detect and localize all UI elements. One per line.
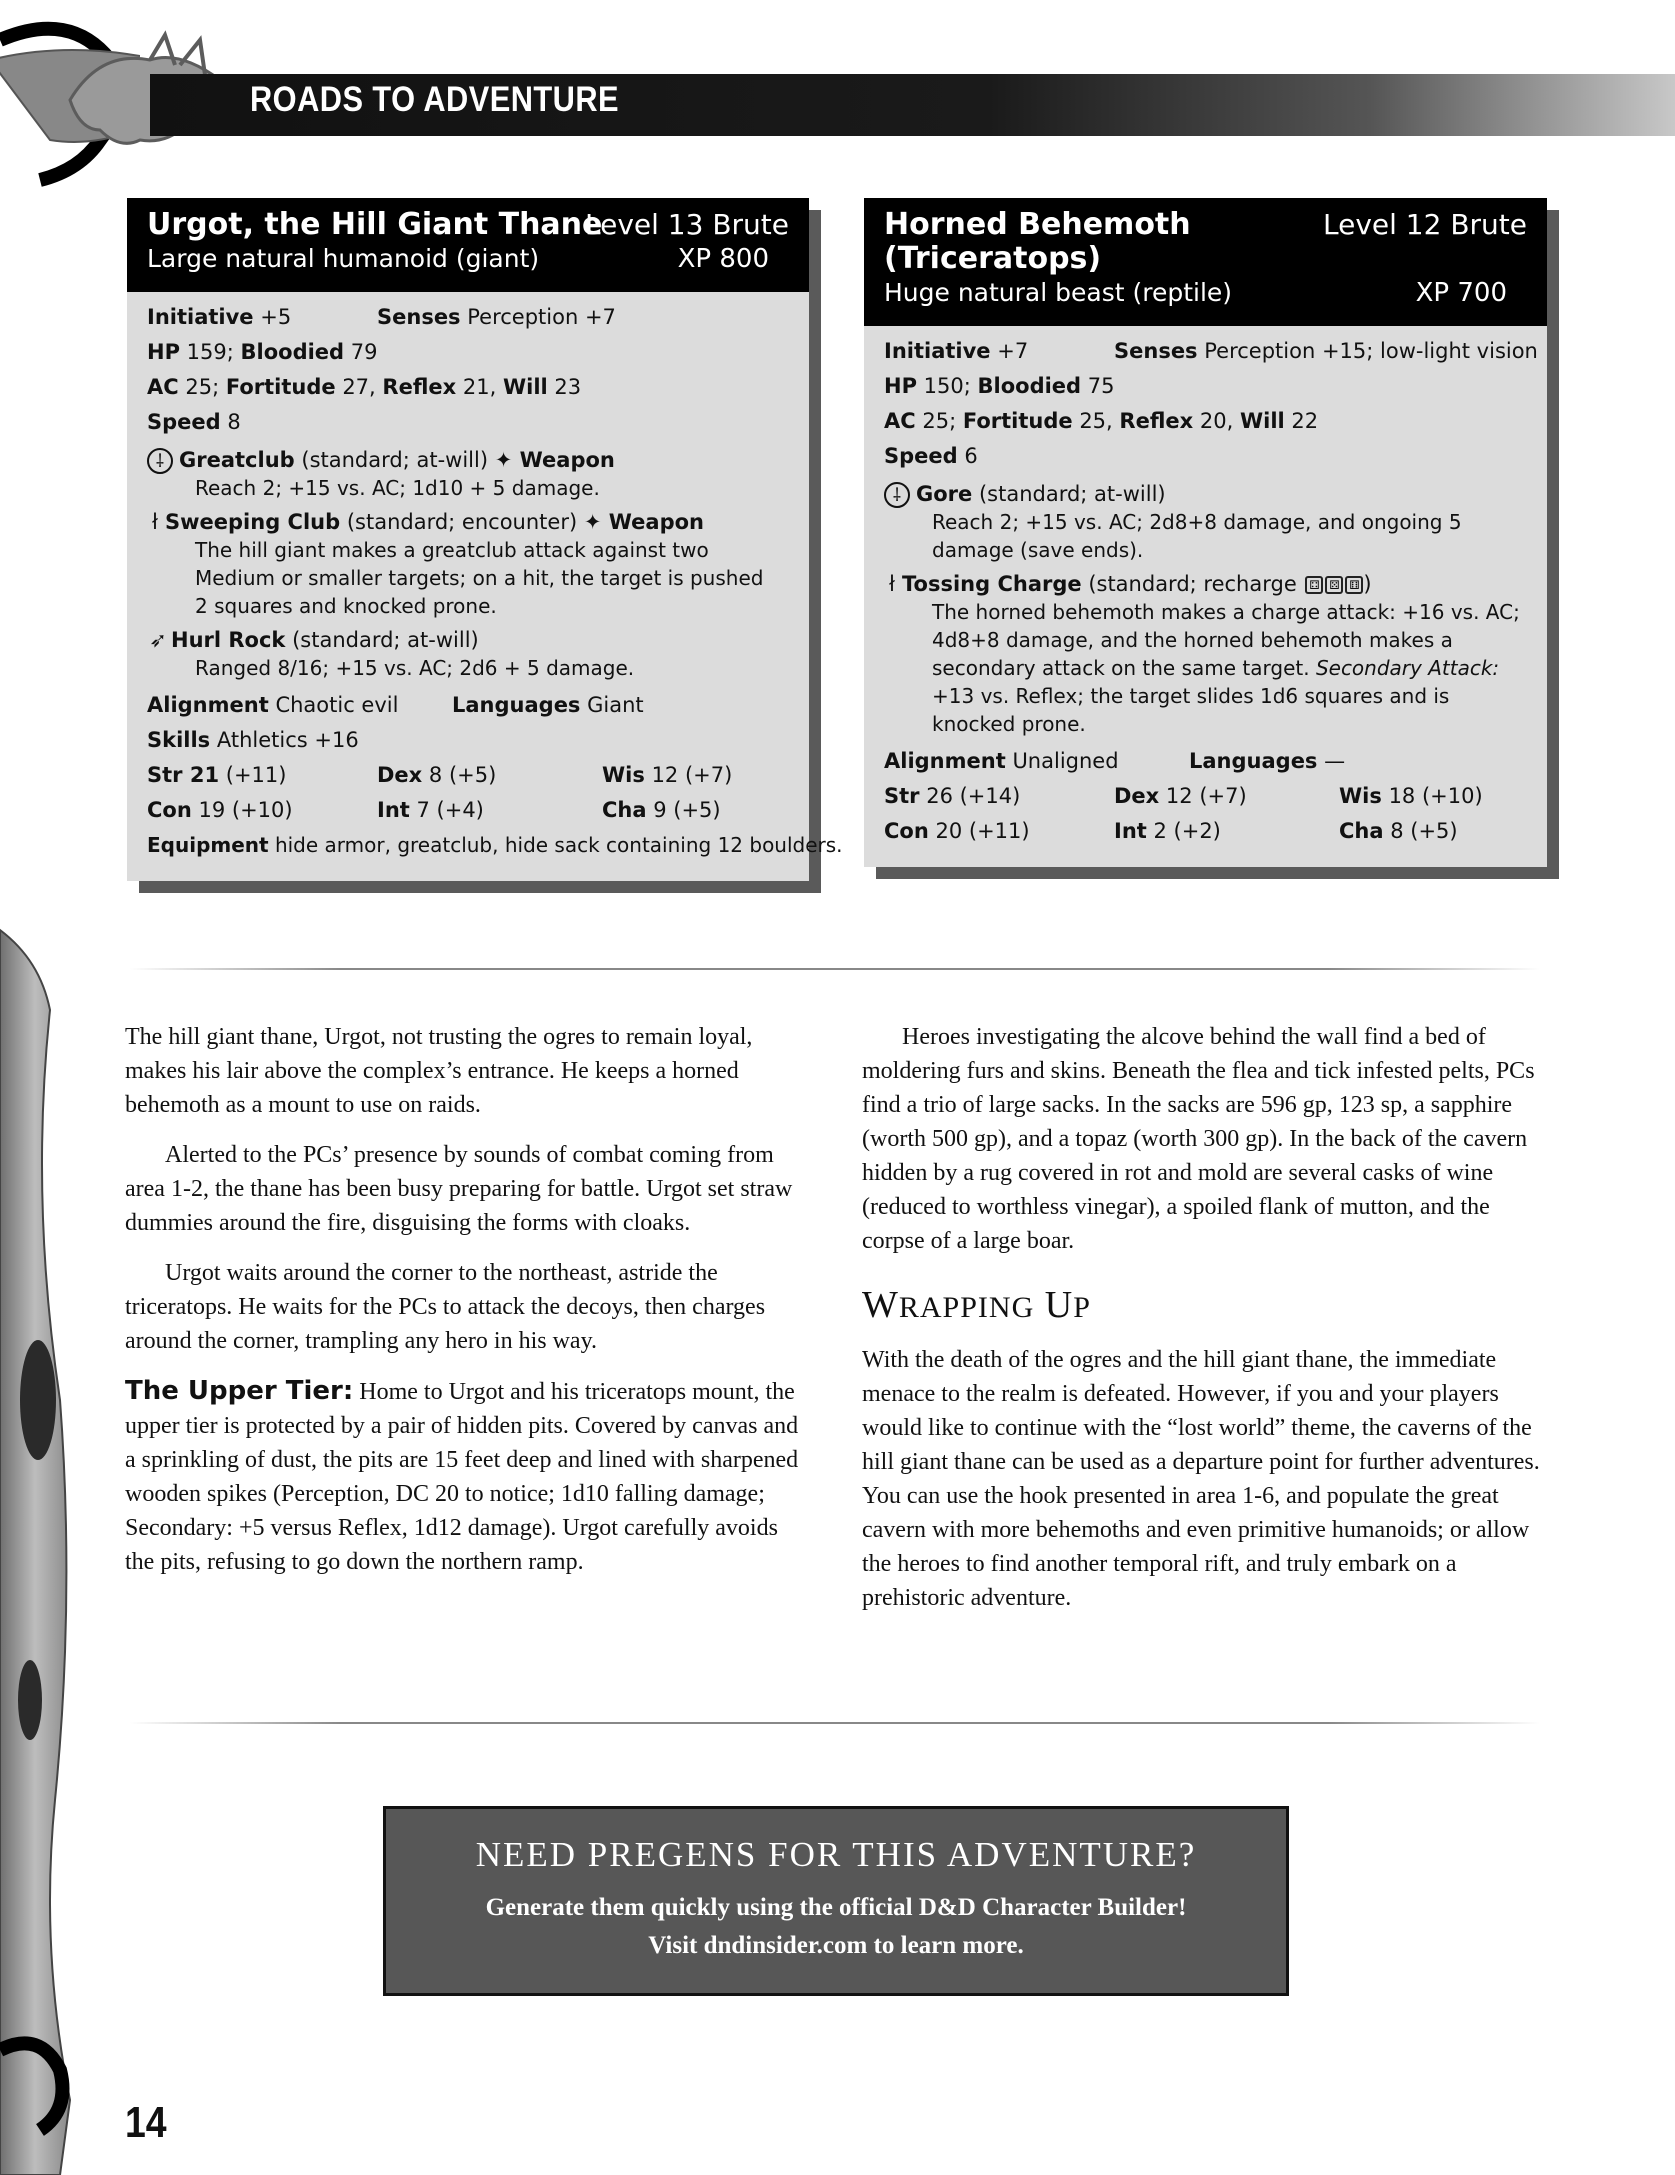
ability-row-1: Str 26 (+14) Dex 12 (+7) Wis 18 (+10): [884, 784, 1483, 808]
die-6-icon: ⚅: [1345, 576, 1363, 594]
hp-row: HP 159; Bloodied 79: [147, 340, 378, 364]
paragraph-lead: The Upper Tier:: [125, 1376, 354, 1406]
die-4-icon: ⚃: [1305, 576, 1323, 594]
die-5-icon: ⚄: [1325, 576, 1343, 594]
monster-level: Level 13 Brute: [584, 208, 789, 241]
divider-bottom: [130, 1722, 1540, 1724]
section-heading: WRAPPING UP: [862, 1284, 1091, 1326]
ability-row-1: Str 21 (+11) Dex 8 (+5) Wis 12 (+7): [147, 763, 733, 787]
alignment-row: Alignment Chaotic evil Languages Giant: [147, 693, 644, 717]
hp-row: HP 150; Bloodied 75: [884, 374, 1115, 398]
attack-sweeping-club: ł Sweeping Club (standard; encounter) ✦ Weapon The hill giant makes a greatclub attack against two Medium or smaller targets; on a hit, the target is pushed 2 squares and knocked prone.: [147, 508, 789, 620]
section-header-title: ROADS TO ADVENTURE: [250, 80, 619, 119]
right-column: [862, 1020, 1552, 1631]
ability-row-2: Con 19 (+10) Int 7 (+4) Cha 9 (+5): [147, 798, 721, 822]
monster-type: Large natural humanoid (giant): [147, 244, 540, 273]
decorative-border: [0, 0, 140, 2175]
initiative-row: Initiative +7 Senses Perception +15; low-light vision: [884, 339, 1538, 363]
promo-line: Generate them quickly using the official D&D Character Builder!: [485, 1894, 1187, 1921]
equipment-row: Equipment hide armor, greatclub, hide sack containing 12 boulders.: [147, 833, 843, 857]
statblock-urgot: [127, 198, 843, 881]
monster-type: Huge natural beast (reptile): [884, 278, 1233, 307]
paragraph: The hill giant thane, Urgot, not trusting the ogres to remain loyal, makes his lair above the complex’s entrance. He keeps a horned behemoth as a mount to use on raids.: [125, 1024, 753, 1118]
page-number: 14: [125, 2098, 167, 2147]
monster-name: Urgot, the Hill Giant Thane: [147, 207, 603, 242]
left-column: [125, 1020, 805, 1595]
initiative-row: Initiative +5 Senses Perception +7: [147, 305, 616, 329]
monster-xp: XP 800: [677, 244, 769, 274]
melee-icon: ł: [889, 572, 895, 596]
statblock-horned-behemoth: [864, 198, 1547, 867]
paragraph: Urgot waits around the corner to the northeast, astride the triceratops. He waits for the PCs to attack the decoys, then charges around the corner, trampling any hero in his way.: [125, 1260, 766, 1354]
ability-row-2: Con 20 (+11) Int 2 (+2) Cha 8 (+5): [884, 819, 1458, 843]
attack-hurl-rock: ➶ Hurl Rock (standard; at-will) Ranged 8/16; +15 vs. AC; 2d6 + 5 damage.: [147, 626, 789, 682]
paragraph: With the death of the ogres and the hill giant thane, the immediate menace to the realm is defeated. However, if you and your players would like to continue with the “lost world” theme, the caverns of the hill giant thane can be used as a departure point for further adventures. You can use the hook presented in area 1-6, and populate the great cavern with more behemoths and even primitive humanoids; or allow the heroes to find another temporal rift, and truly embark on a prehistoric adventure.: [862, 1347, 1540, 1611]
attack-gore: ⸸ Gore (standard; at-will) Reach 2; +15 vs. AC; 2d8+8 damage, and ongoing 5 damage (save ends).: [884, 480, 1527, 564]
attack-tossing-charge: ł Tossing Charge (standard; recharge ⚃ ⚄ ⚅ ) The horned behemoth makes a charge attack: +16 vs. AC; 4d8+8 damage, and the horned behemoth makes a secondary attack on the same target. Secondary Attack: +13 vs. Reflex; the target slides 1d6 squares and is knocked prone.: [884, 570, 1527, 738]
statblock-body: [864, 326, 1547, 867]
promo-link-text: Visit dndinsider.com to learn more.: [648, 1932, 1024, 1959]
monster-name-alt: (Triceratops): [884, 241, 1102, 276]
melee-basic-icon: ⸸: [884, 482, 910, 508]
paragraph: Heroes investigating the alcove behind the wall find a bed of moldering furs and skins. Beneath the flea and tick infested pelts, PCs find a trio of large sacks. In the sacks are 596 gp, 123 sp, a sapphire (worth 500 gp), and a topaz (worth 300 gp). In the back of the cavern hidden by a rug covered in rot and mold are several casks of wine (reduced to worthless vinegar), a spoiled flank of mutton, and the corpse of a large boar.: [862, 1024, 1535, 1254]
attack-greatclub: ⸸ Greatclub (standard; at-will) ✦ Weapon Reach 2; +15 vs. AC; 1d10 + 5 damage.: [147, 446, 789, 502]
monster-name: Horned Behemoth: [884, 207, 1191, 242]
statblock-header: [127, 198, 809, 292]
ranged-icon: ➶: [149, 628, 167, 652]
paragraph: Alerted to the PCs’ presence by sounds of combat coming from area 1-2, the thane has been busy preparing for battle. Urgot set straw dummies around the fire, disguising the forms with cloaks.: [125, 1142, 793, 1236]
defenses-row: AC 25; Fortitude 27, Reflex 21, Will 23: [147, 375, 582, 399]
statblock-body: [127, 292, 843, 881]
speed-row: Speed 6: [884, 444, 978, 468]
melee-icon: ł: [152, 510, 158, 534]
alignment-row: Alignment Unaligned Languages —: [884, 749, 1346, 773]
skills-row: Skills Athletics +16: [147, 728, 359, 752]
promo-title: NEED PREGENS FOR THIS ADVENTURE?: [475, 1835, 1197, 1874]
divider-top: [130, 968, 1540, 970]
melee-basic-icon: ⸸: [147, 448, 173, 474]
monster-xp: XP 700: [1415, 278, 1507, 308]
defenses-row: AC 25; Fortitude 25, Reflex 20, Will 22: [884, 409, 1319, 433]
promo-box: [383, 1806, 1289, 1996]
monster-level: Level 12 Brute: [1322, 208, 1527, 241]
statblock-header: [864, 198, 1547, 326]
paragraph-upper-tier: The Upper Tier: Home to Urgot and his triceratops mount, the upper tier is protected by a pair of hidden pits. Covered by canvas and a sprinkling of dust, the pits are 15 feet deep and lined with sharpened wooden spikes (Perception, DC 20 to notice; 1d10 falling damage; Secondary: +5 versus Reflex, 1d12 damage). Urgot carefully avoids the pits, refusing to go down the northern ramp.: [125, 1376, 799, 1575]
speed-row: Speed 8: [147, 410, 241, 434]
